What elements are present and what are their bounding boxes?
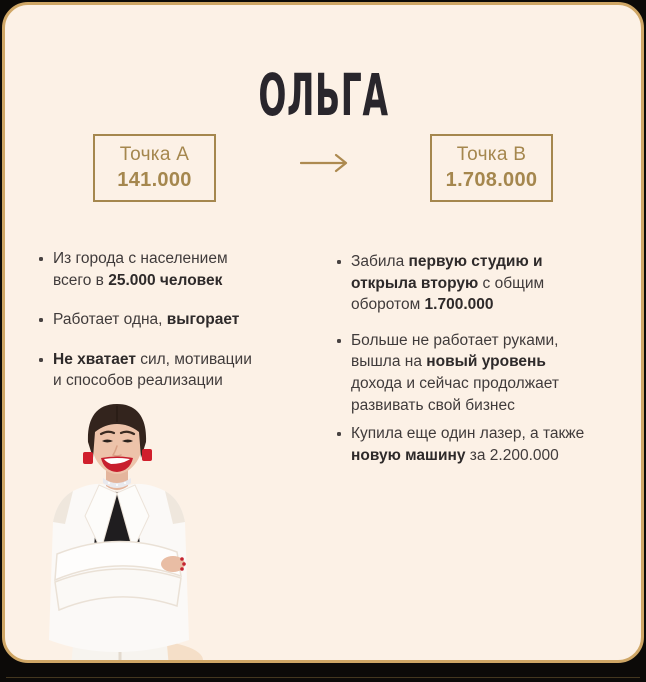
bullet-text-segment: 1.700.000 [424, 296, 494, 314]
bullet-text-segment: Из города с населением [53, 250, 228, 267]
bullet-text-segment: оборотом [351, 296, 425, 314]
list-item [39, 349, 324, 392]
list-item [39, 248, 324, 291]
point-b-value: 1.708.000 [445, 169, 538, 191]
bullet-text-segment: всего в [53, 271, 109, 289]
bullet-text [53, 248, 228, 291]
point-a-value: 141.000 [117, 169, 192, 191]
bullet-text-segment: Больше не работает руками, [351, 331, 559, 349]
bullet-text-segment: 25.000 человек [108, 271, 223, 289]
bullet-text-segment: открыла вторую [351, 274, 479, 292]
page-title [5, 60, 641, 129]
list-item [337, 423, 642, 466]
bullet-text-segment: Забила [351, 253, 409, 270]
bullet-text-segment: выгорает [166, 311, 240, 329]
bullet-column-right [337, 251, 642, 484]
list-item [39, 309, 324, 331]
bullet-text-segment: сил, мотивации [135, 350, 252, 368]
bullet-dot-icon [337, 432, 341, 436]
list-item [337, 251, 642, 316]
bullet-dot-icon [39, 358, 43, 362]
bullet-text-segment: и способов реализации [53, 372, 223, 390]
bullet-text-segment: новую машину [351, 446, 466, 464]
bullet-text-segment: развивать свой бизнес [351, 396, 515, 414]
bullet-text-segment: новый уровень [426, 353, 546, 371]
bullet-text [351, 251, 544, 316]
bullet-text-segment: вышла на [351, 353, 427, 371]
bullet-text [53, 309, 239, 331]
bullet-text [53, 349, 252, 392]
bullet-text-segment: первую студию и [408, 253, 543, 270]
bullet-text-segment: Не хватает [53, 350, 136, 368]
bottom-accent-line [6, 677, 640, 678]
bullet-dot-icon [39, 257, 43, 261]
point-b-label: Точка В [456, 144, 527, 165]
bullet-text [351, 330, 559, 416]
bullet-text-segment: Купила еще один лазер, а также [351, 425, 585, 443]
point-a-label: Точка А [119, 144, 190, 165]
bullet-dot-icon [337, 339, 341, 343]
woman-photo [43, 402, 243, 663]
bullet-dot-icon [337, 260, 341, 264]
long-right-arrow-icon [300, 153, 352, 173]
point-b-box [430, 134, 553, 202]
point-a-box [93, 134, 216, 202]
slide-card [2, 2, 644, 663]
bullet-dot-icon [39, 318, 43, 322]
bullet-text [351, 423, 584, 466]
bullet-text-segment: с общим [478, 274, 545, 292]
bullet-text-segment: дохода и сейчас продолжает [351, 374, 559, 392]
list-item [337, 330, 642, 416]
bullet-text-segment: Работает одна, [53, 311, 167, 329]
bullet-text-segment: за 2.200.000 [465, 446, 559, 464]
page-title-text: ОЛЬГА [257, 60, 389, 129]
bullet-column-left [39, 248, 324, 410]
